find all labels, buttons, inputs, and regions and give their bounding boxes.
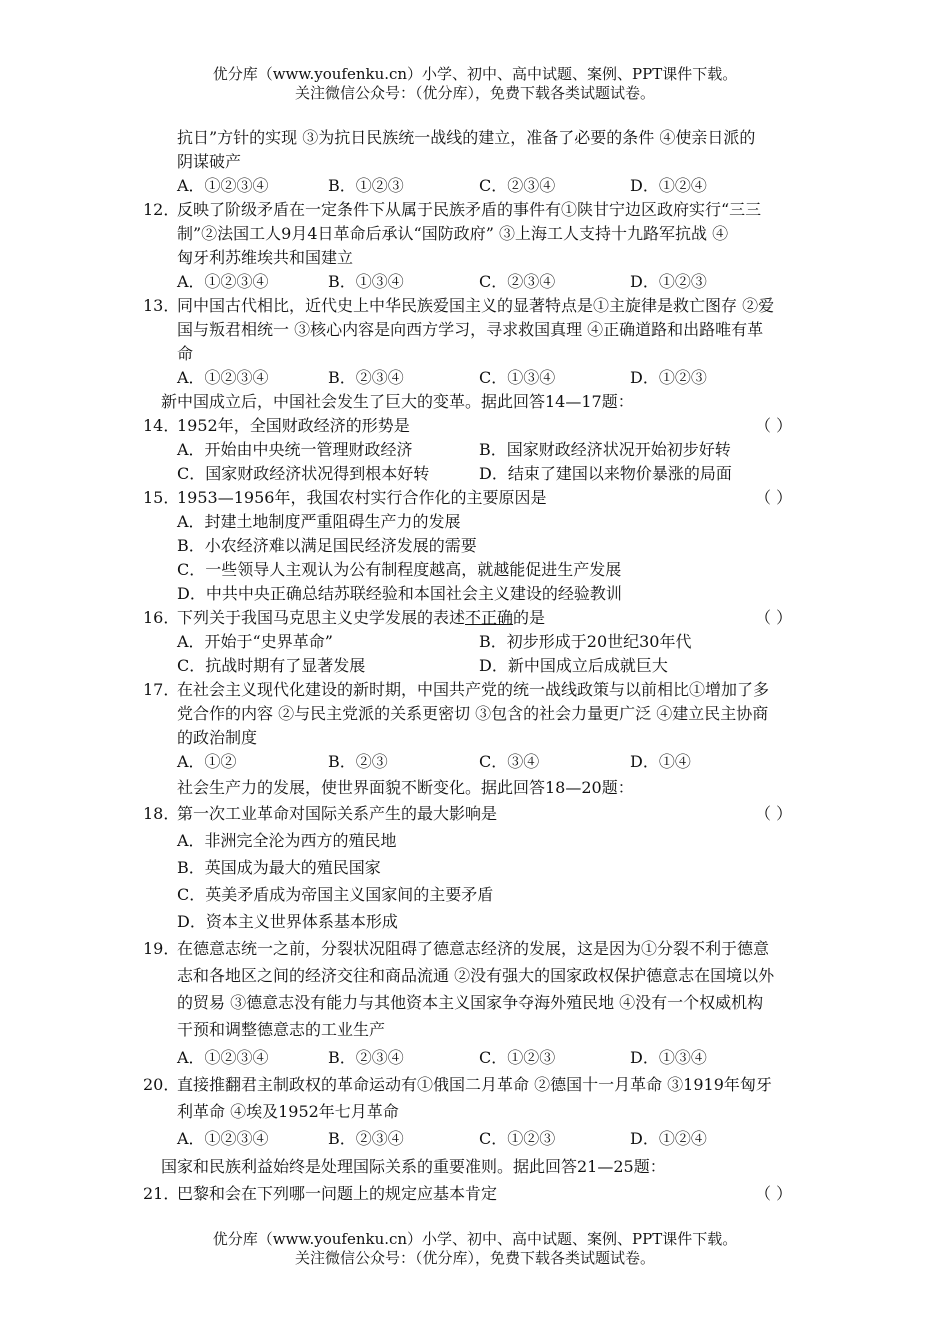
q20-text-line: 直接推翻君主制政权的革命运动有①俄国二月革命 ②德国十一月革命 ③1919年匈牙 (177, 1075, 772, 1094)
q17-text-line: 在社会主义现代化建设的新时期，中国共产党的统一战线政策与以前相比①增加了多 (177, 680, 770, 699)
q20-option-a: A．①②③④ (177, 1129, 269, 1148)
q14-option-b: B．国家财政经济状况开始初步好转 (479, 440, 731, 459)
q13-number: 13． (143, 296, 180, 315)
q18-answer-blank: （ ） (755, 804, 793, 823)
q16-option-c: C．抗战时期有了显著发展 (177, 656, 366, 675)
q14-option-c: C．国家财政经济状况得到根本好转 (177, 464, 430, 483)
q15-stem: 1953—1956年，我国农村实行合作化的主要原因是 (177, 488, 547, 507)
q15-option-d: D．中共中央正确总结苏联经验和本国社会主义建设的经验教训 (177, 584, 622, 603)
q16-answer-blank: （ ） (755, 608, 793, 627)
q15-option-a: A．封建土地制度严重阻碍生产力的发展 (177, 512, 461, 531)
q19-option-b: B．②③④ (328, 1048, 404, 1067)
q21-number: 21． (143, 1184, 180, 1203)
q11-option-d: D．①②④ (630, 176, 707, 195)
q14-answer-blank: （ ） (755, 416, 793, 435)
q16-stem (177, 608, 545, 628)
header-line-2: 关注微信公众号：（优分库），免费下载各类试题试卷。 (294, 84, 655, 102)
q11-text-line: 阴谋破产 (177, 152, 242, 171)
q19-option-d: D．①③④ (630, 1048, 707, 1067)
q19-text-line: 在德意志统一之前，分裂状况阻碍了德意志经济的发展，这是因为①分裂不利于德意 (177, 939, 770, 958)
q13-option-b: B．②③④ (328, 368, 404, 387)
q11-text-line: 抗日”方针的实现 ③为抗日民族统一战线的建立，准备了必要的条件 ④使亲日派的 (177, 128, 756, 147)
q18-number: 18． (143, 804, 180, 823)
q19-text-line: 干预和调整德意志的工业生产 (177, 1020, 386, 1039)
q18-stem: 第一次工业革命对国际关系产生的最大影响是 (177, 804, 498, 823)
q16-number: 16． (143, 608, 180, 627)
q21-answer-blank: （ ） (755, 1184, 793, 1203)
q16-stem-underlined: 不正确 (465, 608, 514, 627)
q13-option-c: C．①③④ (479, 368, 556, 387)
q11-option-b: B．①②③ (328, 176, 404, 195)
q19-text-line: 的贸易 ③德意志没有能力与其他资本主义国家争夺海外殖民地 ④没有一个权威机构 (177, 993, 764, 1012)
q15-answer-blank: （ ） (755, 488, 793, 507)
q12-text-line: 制”②法国工人9月4日革命后承认“国防政府” ③上海工人支持十九路军抗战 ④ (177, 224, 729, 243)
q20-number: 20． (143, 1075, 180, 1094)
q11-option-c: C．②③④ (479, 176, 556, 195)
q16-stem-part: 的是 (513, 608, 546, 627)
q18-option-a: A．非洲完全沦为西方的殖民地 (177, 831, 397, 850)
q17-option-d: D．①④ (630, 752, 691, 771)
q11-option-a: A．①②③④ (177, 176, 269, 195)
q19-option-c: C．①②③ (479, 1048, 556, 1067)
footer-line-2: 关注微信公众号：（优分库），免费下载各类试题试卷。 (294, 1249, 655, 1267)
q19-text-line: 志和各地区之间的经济交往和商品流通 ②没有强大的国家政权保护德意志在国境以外 (177, 966, 775, 985)
q20-option-d: D．①②④ (630, 1129, 707, 1148)
q17-option-a: A．①② (177, 752, 237, 771)
q16-option-d: D．新中国成立后成就巨大 (479, 656, 668, 675)
q14-option-a: A．开始由中央统一管理财政经济 (177, 440, 413, 459)
q12-option-c: C．②③④ (479, 272, 556, 291)
q14-option-d: D．结束了建国以来物价暴涨的局面 (479, 464, 732, 483)
q12-option-d: D．①②③ (630, 272, 707, 291)
section-intro-21-25: 国家和民族利益始终是处理国际关系的重要准则。据此回答21—25题： (161, 1157, 666, 1176)
q12-option-a: A．①②③④ (177, 272, 269, 291)
q13-text-line: 命 (177, 344, 194, 363)
q20-text-line: 利革命 ④埃及1952年七月革命 (177, 1102, 399, 1121)
footer-line-1: 优分库（www.youfenku.cn）小学、初中、高中试题、案例、PPT课件下载。 (212, 1230, 738, 1248)
q15-option-c: C．一些领导人主观认为公有制程度越高，就越能促进生产发展 (177, 560, 622, 579)
q20-option-c: C．①②③ (479, 1129, 556, 1148)
q17-option-b: B．②③ (328, 752, 388, 771)
q17-number: 17． (143, 680, 180, 699)
q18-option-d: D．资本主义世界体系基本形成 (177, 912, 398, 931)
q18-option-c: C．英美矛盾成为帝国主义国家间的主要矛盾 (177, 885, 494, 904)
q17-option-c: C．③④ (479, 752, 540, 771)
section-intro-14-17: 新中国成立后，中国社会发生了巨大的变革。据此回答14—17题： (161, 392, 634, 411)
q16-option-b: B．初步形成于20世纪30年代 (479, 632, 692, 651)
q12-text-line: 反映了阶级矛盾在一定条件下从属于民族矛盾的事件有①陕甘宁边区政府实行“三三 (177, 200, 762, 219)
q19-option-a: A．①②③④ (177, 1048, 269, 1067)
q16-stem-part: 下列关于我国马克思主义史学发展的表述 (177, 608, 466, 627)
q13-text-line: 同中国古代相比，近代史上中华民族爱国主义的显著特点是①主旋律是救亡图存 ②爱 (177, 296, 775, 315)
q17-text-line: 党合作的内容 ②与民主党派的关系更密切 ③包含的社会力量更广泛 ④建立民主协商 (177, 704, 769, 723)
header-line-1: 优分库（www.youfenku.cn）小学、初中、高中试题、案例、PPT课件下载。 (212, 65, 738, 83)
q20-option-b: B．②③④ (328, 1129, 404, 1148)
q12-number: 12． (143, 200, 180, 219)
q13-option-d: D．①②③ (630, 368, 707, 387)
q16-option-a: A．开始于“史界革命” (177, 632, 333, 651)
q13-option-a: A．①②③④ (177, 368, 269, 387)
q19-number: 19． (143, 939, 180, 958)
q12-option-b: B．①③④ (328, 272, 404, 291)
section-intro-18-20: 社会生产力的发展，使世界面貌不断变化。据此回答18—20题： (177, 778, 634, 797)
q21-stem: 巴黎和会在下列哪一问题上的规定应基本肯定 (177, 1184, 498, 1203)
q12-text-line: 匈牙利苏维埃共和国建立 (177, 248, 354, 267)
q14-stem: 1952年，全国财政经济的形势是 (177, 416, 410, 435)
q13-text-line: 国与叛君相统一 ③核心内容是向西方学习，寻求救国真理 ④正确道路和出路唯有革 (177, 320, 764, 339)
q15-option-b: B．小农经济难以满足国民经济发展的需要 (177, 536, 477, 555)
q17-text-line: 的政治制度 (177, 728, 258, 747)
q18-option-b: B．英国成为最大的殖民国家 (177, 858, 381, 877)
q15-number: 15． (143, 488, 180, 507)
q14-number: 14． (143, 416, 180, 435)
